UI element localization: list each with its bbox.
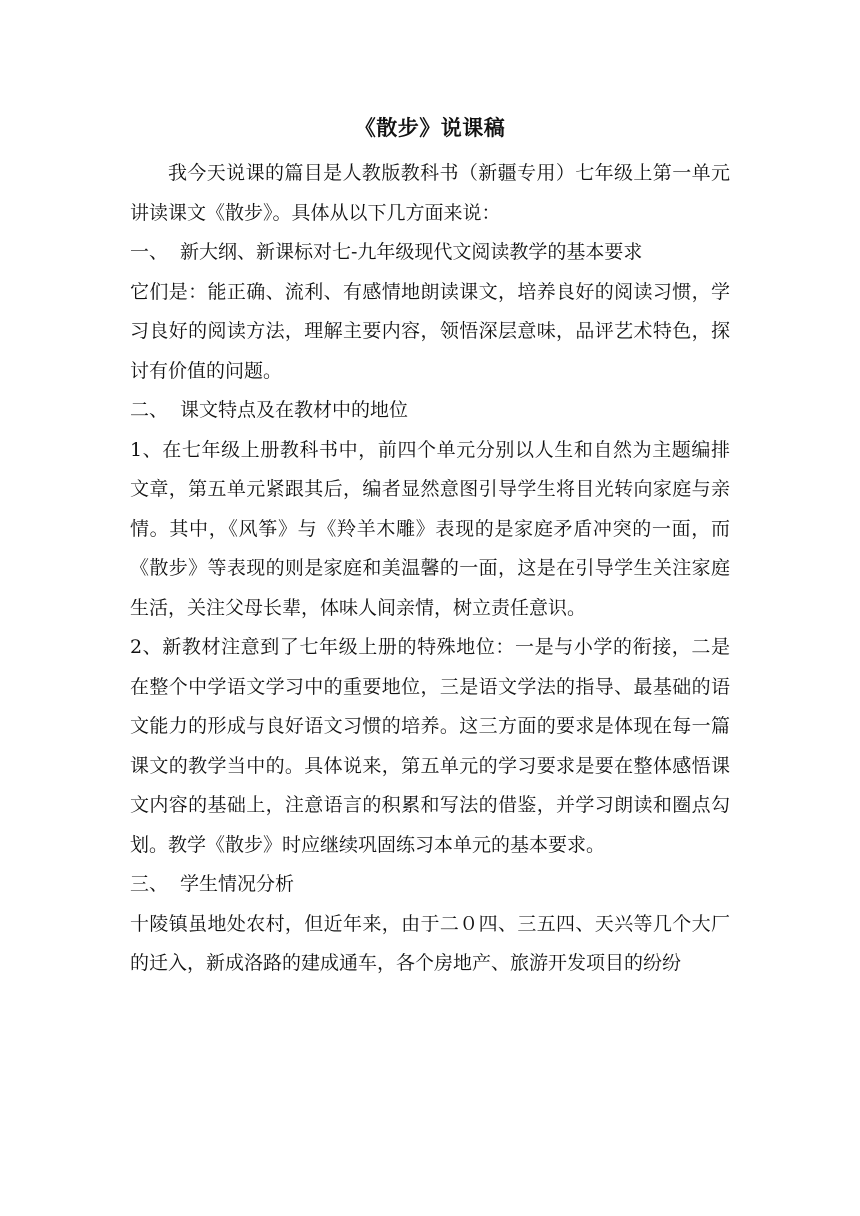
section-number: 三、 (130, 873, 169, 895)
section-heading-2 (130, 391, 730, 431)
section-heading-text: 课文特点及在教材中的地位 (180, 399, 409, 421)
section-heading-3 (130, 865, 730, 905)
paragraph: 2、新教材注意到了七年级上册的特殊地位：一是与小学的衔接，二是在整个中学语文学习中的重要地位，三是语文学法的指导、最基础的语文能力的形成与良好语文习惯的培养。这三方面的要求是体现在每一篇课文的教学当中的。具体说来，第五单元的学习要求是要在整体感悟课文内容的基础上，注意语言的积累和写法的借鉴，并学习朗读和圈点勾划。教学《散步》时应继续巩固练习本单元的基本要求。 (130, 636, 730, 856)
intro-paragraph: 我今天说课的篇目是人教版教科书（新疆专用）七年级上第一单元讲读课文《散步》。具体从以下几方面来说： (130, 162, 730, 224)
section-number: 二、 (130, 399, 169, 421)
paragraph: 1、在七年级上册教科书中，前四个单元分别以人生和自然为主题编排文章，第五单元紧跟其后，编者显然意图引导学生将目光转向家庭与亲情。其中，《风筝》与《羚羊木雕》表现的是家庭矛盾冲突的一面，而《散步》等表现的则是家庭和美温馨的一面，这是在引导学生关注家庭生活，关注父母长辈，体味人间亲情，树立责任意识。 (130, 438, 730, 619)
paragraph: 十陵镇虽地处农村，但近年来，由于二０四、三五四、天兴等几个大厂的迁入，新成洛路的建成通车，各个房地产、旅游开发项目的纷纷 (130, 912, 730, 974)
document-body (130, 154, 730, 984)
section-number: 一、 (130, 241, 169, 263)
section-heading-1 (130, 233, 730, 273)
section-heading-text: 学生情况分析 (180, 873, 295, 895)
document-title: 《散步》说课稿 (354, 115, 506, 140)
section-heading-text: 新大纲、新课标对七-九年级现代文阅读教学的基本要求 (180, 241, 643, 263)
paragraph: 它们是：能正确、流利、有感情地朗读课文，培养良好的阅读习惯，学习良好的阅读方法，理解主要内容，领悟深层意味，品评艺术特色，探讨有价值的问题。 (130, 280, 730, 382)
